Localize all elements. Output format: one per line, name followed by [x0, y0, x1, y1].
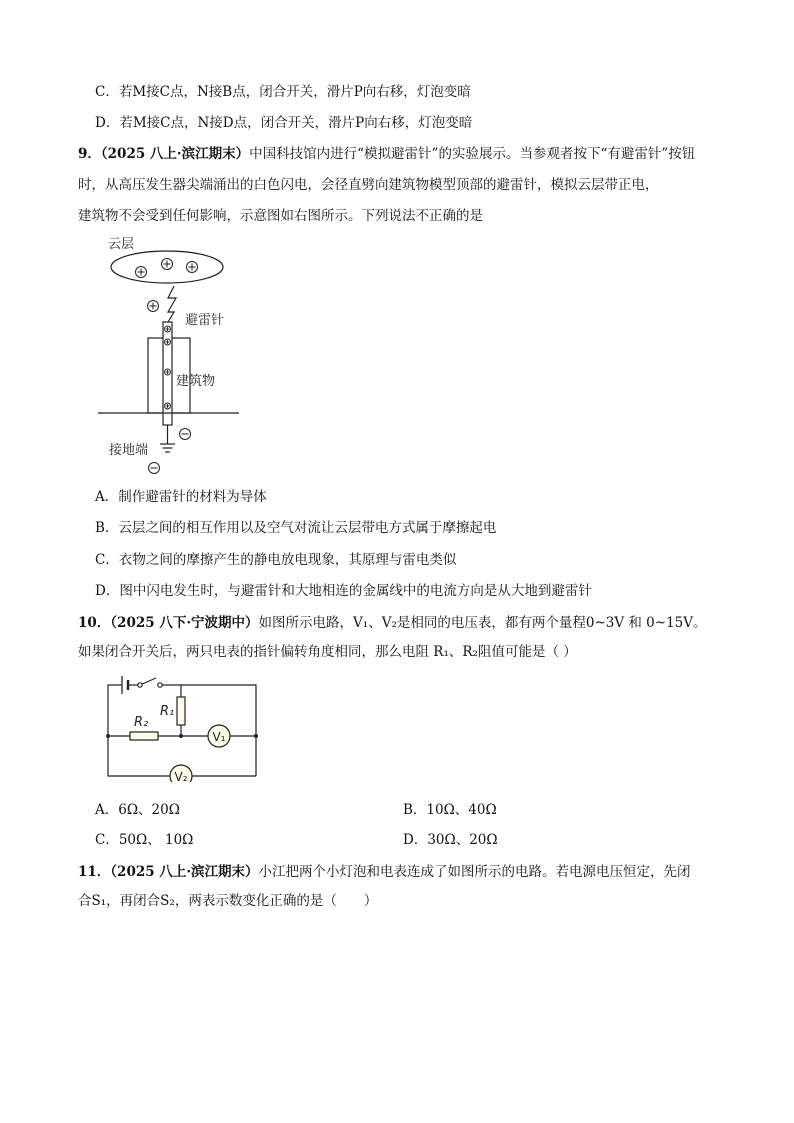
q10-source-tag: （2025 八下·宁波期中）: [110, 615, 259, 631]
q9-source-tag: （2025 八上·滨江期末）: [100, 146, 250, 162]
q9-stem-line-3: 建筑物不会受到任何影响，示意图如右图所示。下列说法不正确的是: [78, 208, 483, 224]
q11-number: 11．: [78, 864, 111, 880]
ground-symbol: [160, 444, 175, 452]
junction-node-mid: [179, 734, 183, 738]
q10-number: 10．: [78, 615, 111, 631]
lightning-bolt: [168, 286, 176, 322]
ground-label: 接地端: [109, 443, 149, 458]
resistor-r2: [130, 732, 158, 740]
q11-stem-text-1: 小江把两个小灯泡和电表连成了如图所示的电路。若电源电压恒定，先闭: [258, 864, 691, 880]
circuit-diagram: [100, 670, 265, 782]
q11-stem-line-2: 合S₁，再闭合S₂，两表示数变化正确的是（ ）: [78, 893, 378, 909]
q10-option-d: D．30Ω、20Ω: [403, 832, 498, 848]
q10-option-c: C．50Ω、 10Ω: [95, 832, 194, 848]
spark-positive-charge: [148, 301, 159, 312]
cloud-label: 云层: [108, 237, 135, 252]
q8-option-d: D．若M接C点，N接D点，闭合开关，滑片P向右移，灯泡变暗: [95, 115, 473, 131]
building-label: 建筑物: [176, 374, 216, 389]
cloud-positive-charges: [136, 259, 198, 278]
q8-option-c: C．若M接C点，N接B点，闭合开关，滑片P向右移，灯泡变暗: [95, 84, 471, 100]
q11-source-tag: （2025 八上·滨江期末）: [110, 864, 259, 880]
q10-stem-line-1: [78, 613, 707, 633]
q9-stem-text-1: 中国科技馆内进行“模拟避雷针”的实验展示。当参观者按下“有避雷针”按钮: [249, 146, 696, 162]
battery-symbol: [122, 676, 128, 694]
q9-option-b: B．云层之间的相互作用以及空气对流让云层带电方式属于摩擦起电: [95, 520, 497, 536]
junction-node-left: [106, 734, 110, 738]
q10-option-b: B．10Ω、40Ω: [403, 802, 497, 818]
lightning-rod-diagram: [96, 236, 256, 480]
v2-label: V₂: [174, 770, 188, 782]
r1-label: R₁: [160, 704, 175, 719]
ground-negative-charges: [149, 429, 191, 474]
q11-stem-line-1: [78, 862, 691, 882]
junction-node-right: [254, 734, 258, 738]
resistor-r1: [177, 697, 185, 725]
q9-stem-line-1: [78, 144, 695, 164]
q10-option-a: A．6Ω、20Ω: [95, 802, 180, 818]
switch-symbol: [138, 678, 162, 687]
q10-stem-text-1: 如图所示电路，V₁、V₂是相同的电压表，都有两个量程0~3V 和 0~15V。: [258, 615, 707, 631]
v1-label: V₁: [212, 730, 226, 744]
q10-stem-line-2: 如果闭合开关后，两只电表的指针偏转角度相同，那么电阻 R₁、R₂阻值可能是（ ）: [78, 644, 577, 660]
r2-label: R₂: [134, 715, 149, 730]
rod-label: 避雷针: [185, 313, 225, 328]
q9-option-d: D．图中闪电发生时，与避雷针和大地相连的金属线中的电流方向是从大地到避雷针: [95, 583, 592, 599]
q9-option-a: A．制作避雷针的材料为导体: [95, 489, 267, 505]
q9-option-c: C．衣物之间的摩擦产生的静电放电现象，其原理与雷电类似: [95, 552, 457, 568]
q9-number: 9．: [78, 146, 101, 162]
q9-stem-line-2: 时，从高压发生器尖端涌出的白色闪电，会径直劈向建筑物模型顶部的避雷针，模拟云层带正电，: [78, 177, 659, 193]
